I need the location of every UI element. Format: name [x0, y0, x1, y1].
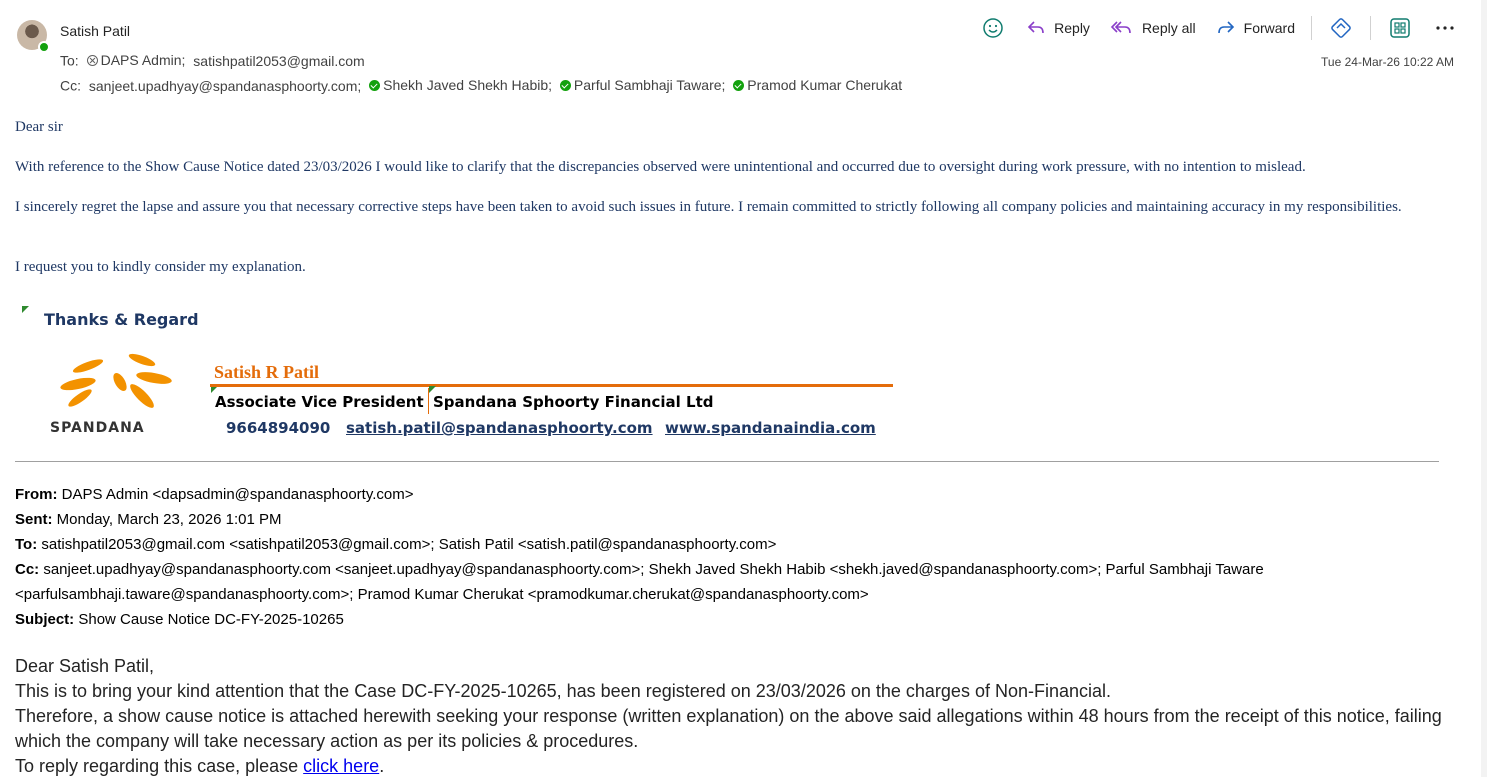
- smiley-icon: [982, 17, 1004, 39]
- fwd-cc-line: [15, 557, 1455, 607]
- fwd-cc-value: sanjeet.upadhyay@spandanasphoorty.com <sanjeet.upadhyay@spandanasphoorty.com>; Shekh Javed Shekh Habib <shekh.javed@spandanasphoorty.com>; Parful Sambhaji Taware <parfulsambhaji.taware@spandanasphoorty.com>; Pramod Kumar Cherukat <pramodkumar.cherukat@spandanasphoorty.com>: [15, 561, 1264, 603]
- reply-paragraph-3: I request you to kindly consider my explanation.: [15, 259, 306, 275]
- to-recipient-daps-admin[interactable]: [87, 52, 186, 68]
- reply-greeting: Dear sir: [15, 119, 63, 135]
- fwd-to-label: To:: [15, 536, 38, 553]
- presence-available-icon: [38, 41, 50, 53]
- recipient-name: satishpatil2053@gmail.com: [193, 52, 365, 69]
- signature-phone: 9664894090: [226, 419, 331, 437]
- reply-arrow-icon: [1026, 19, 1046, 37]
- more-icon: [1435, 25, 1455, 31]
- apps-button[interactable]: [1377, 14, 1423, 42]
- cc-recipient-pramod[interactable]: [733, 77, 902, 93]
- apps-grid-icon: [1389, 17, 1411, 39]
- recipient-name: sanjeet.upadhyay@spandanasphoorty.com;: [88, 77, 362, 94]
- fwd-to-value: satishpatil2053@gmail.com <satishpatil2053@gmail.com>; Satish Patil <satish.patil@spandanasphoorty.com>: [41, 536, 777, 553]
- reaction-button[interactable]: [970, 14, 1016, 42]
- forward-separator: [15, 461, 1439, 462]
- signature-email-link[interactable]: satish.patil@spandanasphoorty.com: [346, 419, 653, 437]
- fwd-sent-label: Sent:: [15, 511, 53, 528]
- vertical-scrollbar[interactable]: [1481, 0, 1487, 777]
- signature-closing: Thanks & Regard: [44, 310, 199, 329]
- verified-check-icon: [560, 80, 571, 91]
- fwd-subject-line: [15, 607, 1455, 632]
- original-line-1: This is to bring your kind attention that the Case DC-FY-2025-10265, has been registered on 23/03/2026 on the charges of Non-Financial.: [15, 681, 1112, 701]
- cc-line: [60, 77, 906, 94]
- signature-job-title: Associate Vice President: [215, 393, 424, 411]
- toolbar-divider: [1370, 16, 1371, 40]
- fwd-to-line: [15, 532, 1455, 557]
- logo-wordmark: SPANDANA: [50, 420, 145, 436]
- teams-share-icon: [1330, 17, 1352, 39]
- to-line: [60, 52, 369, 69]
- message-header: [0, 0, 1487, 110]
- forward-button[interactable]: [1206, 14, 1305, 42]
- reply-all-arrow-icon: [1110, 19, 1134, 37]
- email-signature: [0, 300, 920, 450]
- fwd-sent-line: [15, 507, 1455, 532]
- original-line-3-end: .: [379, 756, 385, 776]
- reply-label: Reply: [1054, 20, 1090, 36]
- cc-recipient-parful[interactable]: [560, 77, 725, 93]
- recipient-name: Shekh Javed Shekh Habib;: [383, 77, 553, 93]
- fwd-cc-label: Cc:: [15, 561, 40, 578]
- to-label: To:: [60, 52, 79, 69]
- reply-paragraph-1: With reference to the Show Cause Notice dated 23/03/2026 I would like to clarify that the discrepancies observed were unintentional and occurred due to oversight during work pressure, with no intention to mislead.: [15, 159, 1306, 175]
- reply-all-button[interactable]: [1100, 14, 1206, 42]
- signature-rule: [210, 384, 893, 387]
- original-greeting: Dear Satish Patil,: [15, 656, 155, 676]
- cc-recipient-sanjeet[interactable]: [89, 78, 361, 94]
- click-here-link[interactable]: click here: [303, 756, 380, 776]
- comment-marker-icon: [211, 386, 218, 393]
- signature-website-link[interactable]: www.spandanaindia.com: [665, 419, 876, 437]
- forward-label: Forward: [1243, 20, 1295, 36]
- fwd-sent-value: Monday, March 23, 2026 1:01 PM: [56, 511, 282, 528]
- fwd-subject-value: Show Cause Notice DC-FY-2025-10265: [78, 611, 344, 628]
- recipient-name: Pramod Kumar Cherukat: [747, 77, 903, 93]
- more-actions-button[interactable]: [1423, 14, 1467, 42]
- verified-check-icon: [369, 80, 380, 91]
- fwd-subject-label: Subject:: [15, 611, 75, 628]
- reply-button[interactable]: [1016, 14, 1100, 42]
- unverified-icon: [87, 55, 98, 66]
- cc-label: Cc:: [60, 77, 81, 94]
- forwarded-header-block: [15, 482, 1455, 632]
- original-line-3: [15, 754, 1455, 779]
- toolbar-divider: [1311, 16, 1312, 40]
- signature-name: Satish R Patil: [214, 362, 320, 382]
- share-to-teams-button[interactable]: [1318, 14, 1364, 42]
- to-recipient-gmail[interactable]: [193, 53, 364, 69]
- recipient-name: Parful Sambhaji Taware;: [573, 77, 726, 93]
- verified-check-icon: [733, 80, 744, 91]
- fwd-from-line: [15, 482, 1455, 507]
- message-toolbar: [970, 14, 1467, 42]
- sender-name[interactable]: Satish Patil: [60, 23, 131, 39]
- comment-marker-icon: [22, 306, 29, 313]
- reply-all-label: Reply all: [1141, 20, 1196, 36]
- recipient-name: DAPS Admin;: [100, 52, 186, 68]
- forward-arrow-icon: [1216, 19, 1236, 37]
- reply-paragraph-2: I sincerely regret the lapse and assure you that necessary corrective steps have been taken to avoid such issues in future. I remain committed to strictly following all company policies and maintaining accuracy in my responsibilities.: [15, 199, 1402, 215]
- original-line-3-text: To reply regarding this case, please: [15, 756, 304, 776]
- sender-avatar[interactable]: [17, 20, 47, 50]
- fwd-from-label: From:: [15, 486, 58, 503]
- original-message-body: [15, 654, 1455, 779]
- fwd-from-value: DAPS Admin <dapsadmin@spandanasphoorty.com>: [61, 486, 414, 503]
- cc-recipient-shekh[interactable]: [369, 77, 552, 93]
- original-line-2: Therefore, a show cause notice is attached herewith seeking your response (written explanation) on the above said allegations within 48 hours from the receipt of this notice, failing which the company will take necessary action as per its policies & procedures.: [15, 706, 1442, 751]
- message-timestamp: Tue 24-Mar-26 10:22 AM: [1321, 55, 1454, 69]
- signature-company: Spandana Sphoorty Financial Ltd: [433, 393, 714, 411]
- comment-marker-icon: [429, 386, 436, 393]
